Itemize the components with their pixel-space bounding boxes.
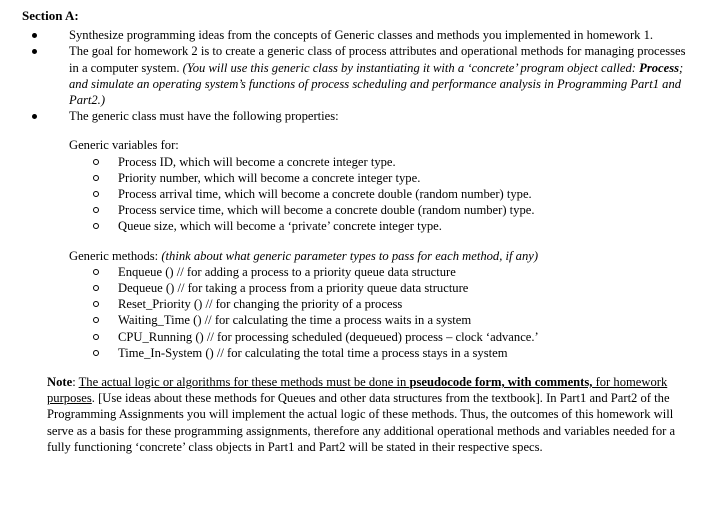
section-bullet-list bbox=[22, 27, 692, 124]
bullet-italic-text: (You will use this generic class by instantiating it with a ‘concrete’ program object called: bbox=[182, 60, 640, 75]
note-pseudocode: pseudocode form, with comments, bbox=[409, 375, 593, 390]
bullet-goal bbox=[22, 43, 692, 108]
bullet-italic-text: ; and simulate an operating system’s functions of process scheduling and performance analysis in Programming Part1 and Part2.) bbox=[69, 60, 684, 108]
bullet-text: Synthesize programming ideas from the concepts of Generic classes and methods you implemented in homework 1. bbox=[69, 28, 654, 43]
bullet-properties bbox=[22, 108, 692, 124]
list-item: Process service time, which will become a concrete double (random number) type. bbox=[92, 202, 692, 218]
list-item: CPU_Running () // for processing scheduled (dequeued) process – clock ‘advance.’ bbox=[92, 329, 692, 345]
bullet-text: The goal for homework 2 is to create a generic class of process attributes and operational methods for managing processes in a computer system. bbox=[69, 44, 686, 75]
list-item: Process arrival time, which will become a concrete double (random number) type. bbox=[92, 186, 692, 202]
section-title: Section A: bbox=[22, 8, 79, 23]
note-rest: . [Use ideas about these methods for Queues and other data structures from the textbook]. In Part1 and Part2 of the Programming Assignments you will implement the actual logic of these methods. Thus, the outcomes of this homework will serve as a basis for these programming assignments, therefore any additional operational methods and variables needed for a fully functioning ‘concrete’ class objects in Part1 and Part2 will be stated in their respective specs. bbox=[47, 391, 676, 454]
list-item: Waiting_Time () // for calculating the time a process waits in a system bbox=[92, 312, 692, 328]
process-keyword: Process bbox=[639, 60, 680, 75]
note-colon: : bbox=[72, 375, 79, 390]
list-item: Dequeue () // for taking a process from a priority queue data structure bbox=[92, 280, 692, 296]
bullet-synthesize bbox=[22, 27, 692, 43]
generic-methods-label: Generic methods: bbox=[69, 248, 162, 263]
note-underlined-2: for homework purposes bbox=[47, 375, 668, 406]
note-underlined: The actual logic or algorithms for these methods must be done in bbox=[78, 375, 410, 390]
generic-methods-heading bbox=[22, 248, 692, 264]
generic-variables-list bbox=[22, 154, 692, 235]
list-item: Process ID, which will become a concrete integer type. bbox=[92, 154, 692, 170]
list-item: Queue size, which will become a ‘private’ concrete integer type. bbox=[92, 218, 692, 234]
list-item: Time_In-System () // for calculating the total time a process stays in a system bbox=[92, 345, 692, 361]
list-item: Reset_Priority () // for changing the priority of a process bbox=[92, 296, 692, 312]
generic-methods-hint: (think about what generic parameter types to pass for each method, if any) bbox=[161, 248, 539, 263]
note-label: Note bbox=[47, 375, 73, 390]
generic-methods-list bbox=[22, 264, 692, 361]
document-body bbox=[22, 8, 692, 455]
list-item: Enqueue () // for adding a process to a priority queue data structure bbox=[92, 264, 692, 280]
note-paragraph bbox=[22, 374, 692, 455]
list-item: Priority number, which will become a concrete integer type. bbox=[92, 170, 692, 186]
generic-variables-heading: Generic variables for: bbox=[69, 138, 179, 153]
bullet-text: The generic class must have the following properties: bbox=[69, 109, 339, 124]
